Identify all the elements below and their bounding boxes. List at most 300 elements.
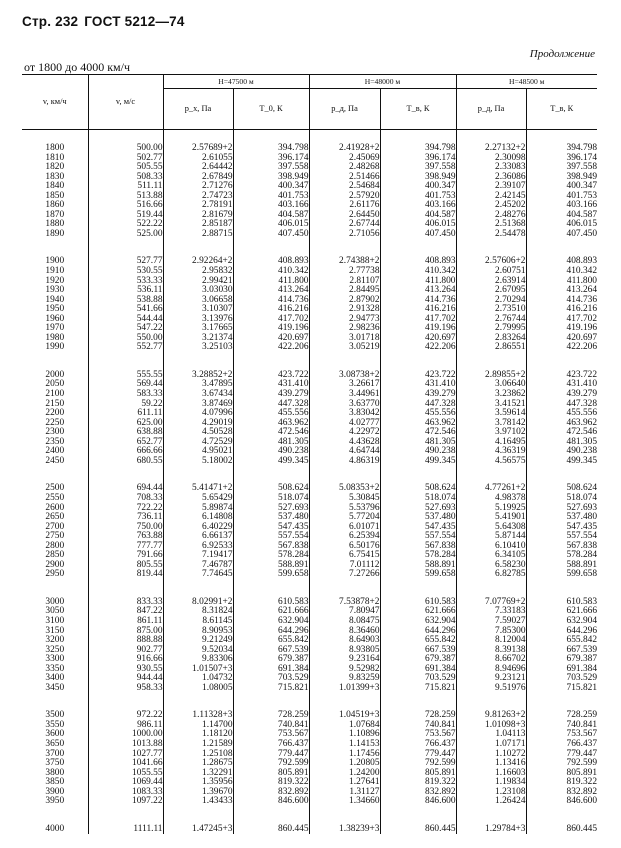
table-cell: 728.259 [380,711,456,721]
table-cell: 2.54684 [309,182,380,192]
table-cell: 632.904 [233,617,309,627]
table-cell: 3.05219 [309,343,380,353]
table-cell: 8.12004 [456,636,526,646]
table-cell: 1.04519+3 [309,711,380,721]
table-cell: 1097.22 [88,797,163,807]
table-cell: 59.22 [88,400,163,410]
table-cell: 2650 [45,512,65,523]
table-cell: 547.435 [526,523,597,533]
table-cell: 1.17456 [309,750,380,760]
table-cell: 2.71276 [163,182,233,192]
table-cell: 5.19925 [456,504,526,514]
table-cell: 847.22 [88,607,163,617]
table-cell: 792.599 [526,759,597,769]
table-cell: 6.01071 [309,523,380,533]
table-cell: 2.81107 [309,277,380,287]
continuation-label: Продолжение [529,48,595,60]
table-cell: 2.33083 [456,163,526,173]
table-cell: 538.88 [88,296,163,306]
table-cell: 753.567 [233,730,309,740]
table-cell: 2.67744 [309,220,380,230]
table-cell: 541.66 [88,305,163,315]
table-cell: 4000 [45,823,65,834]
table-cell: 2.86551 [456,343,526,353]
table-cell: 819.322 [233,778,309,788]
table-cell: 777.77 [88,542,163,552]
table-cell: 1890 [45,228,65,239]
table-cell: 3.01718 [309,334,380,344]
table-cell: 1910 [45,266,65,277]
col-header-p1: p_x, Па [163,89,233,130]
table-cell: 4.16495 [456,438,526,448]
table-cell: 4.98378 [456,494,526,504]
table-cell: 5.41471+2 [163,484,233,494]
table-cell: 902.77 [88,646,163,656]
table-cell: 9.52982 [309,665,380,675]
table-cell: 3250 [45,644,65,655]
table-cell: 728.259 [526,711,597,721]
table-cell: 406.015 [380,220,456,230]
table-cell: 490.238 [233,447,309,457]
table-cell: 407.450 [380,230,456,240]
col-header-h3: H=48500 м [456,75,597,89]
table-cell: 667.539 [380,646,456,656]
table-cell: 588.891 [526,561,597,571]
table-cell: 2.74388+2 [309,257,380,267]
table-cell: 750.00 [88,523,163,533]
table-cell: 2.89855+2 [456,371,526,381]
table-cell: 1.35956 [163,778,233,788]
table-cell: 679.387 [233,655,309,665]
table-cell: 2.88715 [163,230,233,240]
table-cell: 423.722 [526,371,597,381]
table-cell: 944.44 [88,674,163,684]
table-cell: 1.04113 [456,730,526,740]
table-cell: 518.074 [380,494,456,504]
table-cell: 3800 [45,767,65,778]
table-cell: 860.445 [233,825,309,835]
table-cell: 396.174 [526,154,597,164]
table-cell: 6.92533 [163,542,233,552]
table-cell: 2.85187 [163,220,233,230]
table-cell: 516.66 [88,201,163,211]
table-cell: 420.697 [380,334,456,344]
table-cell: 439.279 [233,390,309,400]
table-cell: 1.07171 [456,740,526,750]
col-header-p3: p_д, Па [456,89,526,130]
table-cell: 5.87144 [456,532,526,542]
table-cell: 2400 [45,446,65,457]
table-cell: 861.11 [88,617,163,627]
group-spacer [22,353,597,371]
table-cell: 691.384 [526,665,597,675]
table-cell: 2.48276 [456,211,526,221]
table-cell: 722.22 [88,504,163,514]
table-cell: 3.28852+2 [163,371,233,381]
table-cell: 544.44 [88,315,163,325]
col-header-h2: H=48000 м [309,75,456,89]
table-cell: 1.21589 [163,740,233,750]
table-cell: 447.328 [380,400,456,410]
table-cell: 1.14700 [163,721,233,731]
table-cell: 4.22972 [309,428,380,438]
table-cell: 447.328 [233,400,309,410]
table-cell: 753.567 [526,730,597,740]
table-cell: 404.587 [380,211,456,221]
table-cell: 406.015 [526,220,597,230]
table-cell: 1.19834 [456,778,526,788]
table-cell: 2800 [45,540,65,551]
table-cell: 4.77261+2 [456,484,526,494]
table-cell: 533.33 [88,277,163,287]
col-header-h1: H=47500 м [163,75,309,89]
table-cell: 2.36086 [456,173,526,183]
table-cell: 2.42145 [456,192,526,202]
table-cell: 537.480 [233,513,309,523]
table-cell: 6.14808 [163,513,233,523]
table-cell: 2.41928+2 [309,144,380,154]
table-cell: 1069.44 [88,778,163,788]
table-cell: 4.43628 [309,438,380,448]
table-cell: 779.447 [233,750,309,760]
table-cell: 8.93805 [309,646,380,656]
table-cell: 423.722 [233,371,309,381]
table-cell: 499.345 [526,457,597,467]
table-cell: 832.892 [526,788,597,798]
table-cell: 2.45202 [456,201,526,211]
table-cell: 578.284 [380,551,456,561]
table-cell: 3.63770 [309,400,380,410]
group-spacer [22,130,597,145]
table-cell: 1083.33 [88,788,163,798]
table-cell: 7.53878+2 [309,598,380,608]
table-cell: 527.77 [88,257,163,267]
table-cell: 7.07769+2 [456,598,526,608]
table-cell: 530.55 [88,267,163,277]
table-cell: 567.838 [233,542,309,552]
table-cell: 2.30098 [456,154,526,164]
table-cell: 397.558 [526,163,597,173]
table-cell: 766.437 [380,740,456,750]
table-cell: 8.90953 [163,627,233,637]
table-cell: 5.64308 [456,523,526,533]
table-cell: 7.19417 [163,551,233,561]
table-cell: 599.658 [233,570,309,580]
table-cell: 2000 [45,369,65,380]
table-cell: 8.66702 [456,655,526,665]
table-cell: 519.44 [88,211,163,221]
page-header [22,14,185,29]
table-cell: 599.658 [380,570,456,580]
table-cell: 400.347 [380,182,456,192]
table-cell: 7.33183 [456,607,526,617]
table-cell: 611.11 [88,409,163,419]
table-cell: 1970 [45,323,65,334]
table-cell: 518.074 [526,494,597,504]
table-cell: 679.387 [380,655,456,665]
table-cell: 7.46787 [163,561,233,571]
table-cell: 1850 [45,190,65,201]
table-cell: 3.44961 [309,390,380,400]
table-cell: 958.33 [88,684,163,694]
table-cell: 1880 [45,219,65,230]
table-cell: 2.71056 [309,230,380,240]
table-cell: 3.23862 [456,390,526,400]
table-cell: 3000 [45,596,65,607]
table-cell: 3.41521 [456,400,526,410]
table-cell: 3850 [45,777,65,788]
table-cell: 3500 [45,710,65,721]
table-cell: 1027.77 [88,750,163,760]
table-cell: 525.00 [88,230,163,240]
table-cell: 588.891 [233,561,309,571]
table-cell: 6.66137 [163,532,233,542]
table-cell: 792.599 [233,759,309,769]
table-cell: 567.838 [380,542,456,552]
table-cell: 632.904 [380,617,456,627]
table-cell: 1.26424 [456,797,526,807]
table-cell: 2.76744 [456,315,526,325]
range-label: от 1800 до 4000 км/ч [24,60,130,74]
table-cell: 423.722 [380,371,456,381]
table-cell: 536.11 [88,286,163,296]
table-cell: 419.196 [233,324,309,334]
table-cell: 400.347 [233,182,309,192]
table-cell: 8.08475 [309,617,380,627]
table-cell: 3150 [45,625,65,636]
table-cell: 406.015 [233,220,309,230]
table-cell: 413.264 [380,286,456,296]
table-cell: 860.445 [380,825,456,835]
table-cell: 1.32291 [163,769,233,779]
table-cell: 667.539 [526,646,597,656]
table-cell: 703.529 [233,674,309,684]
table-cell: 481.305 [526,438,597,448]
table-cell: 1.07684 [309,721,380,731]
table-cell: 557.554 [526,532,597,542]
table-cell: 3.97102 [456,428,526,438]
table-cell: 413.264 [233,286,309,296]
table-cell: 655.842 [380,636,456,646]
table-cell: 1.13416 [456,759,526,769]
table-cell: 3.67434 [163,390,233,400]
table-cell: 1990 [45,342,65,353]
table-cell: 508.624 [233,484,309,494]
table-cell: 694.44 [88,484,163,494]
table-cell: 431.410 [233,380,309,390]
table-cell: 2900 [45,559,65,570]
table-cell: 416.216 [233,305,309,315]
table-cell: 1.18120 [163,730,233,740]
table-cell: 4.02777 [309,419,380,429]
table-cell: 396.174 [233,154,309,164]
table-cell: 7.01112 [309,561,380,571]
col-header-p2: p_д, Па [309,89,380,130]
table-cell: 2.73510 [456,305,526,315]
table-cell: 5.41901 [456,513,526,523]
table-cell: 414.736 [233,296,309,306]
table-cell: 638.88 [88,428,163,438]
table-cell: 7.80947 [309,607,380,617]
table-cell: 3650 [45,738,65,749]
table-cell: 1.34660 [309,797,380,807]
table-cell: 7.27266 [309,570,380,580]
table-row [22,825,597,835]
table-cell: 2100 [45,389,65,400]
data-table [22,74,597,834]
table-cell: 2.83264 [456,334,526,344]
table-cell: 490.238 [380,447,456,457]
table-cell: 419.196 [526,324,597,334]
table-cell: 8.31824 [163,607,233,617]
table-cell: 2.99421 [163,277,233,287]
table-cell: 1.10896 [309,730,380,740]
table-cell: 2.98236 [309,324,380,334]
table-cell: 398.949 [380,173,456,183]
table-cell: 1960 [45,313,65,324]
table-cell: 2.67095 [456,286,526,296]
table-cell: 2050 [45,379,65,390]
table-cell: 1840 [45,181,65,192]
table-cell: 1041.66 [88,759,163,769]
table-cell: 3300 [45,654,65,665]
table-cell: 1.16603 [456,769,526,779]
table-cell: 1111.11 [88,825,163,835]
table-cell: 1.39670 [163,788,233,798]
table-cell: 463.962 [380,419,456,429]
table-cell: 7.74645 [163,570,233,580]
group-spacer [22,466,597,484]
table-cell: 2.91328 [309,305,380,315]
table-cell: 2700 [45,521,65,532]
table-cell: 691.384 [233,665,309,675]
table-cell: 9.81263+2 [456,711,526,721]
table-cell: 2.64450 [309,211,380,221]
table-cell: 1.20805 [309,759,380,769]
table-cell: 2.63914 [456,277,526,287]
table-cell: 610.583 [233,598,309,608]
table-cell: 766.437 [233,740,309,750]
table-cell: 7.59027 [456,617,526,627]
table-cell: 1.14153 [309,740,380,750]
table-cell: 833.33 [88,598,163,608]
table-cell: 416.216 [380,305,456,315]
table-cell: 3.83042 [309,409,380,419]
table-cell: 410.342 [233,267,309,277]
table-cell: 846.600 [233,797,309,807]
table-cell: 2.74723 [163,192,233,202]
table-cell: 703.529 [380,674,456,684]
table-cell: 2.67849 [163,173,233,183]
table-cell: 513.88 [88,192,163,202]
table-cell: 3050 [45,606,65,617]
col-header-t1: T_0, К [233,89,309,130]
table-cell: 417.702 [380,315,456,325]
table-cell: 1.47245+3 [163,825,233,835]
table-cell: 888.88 [88,636,163,646]
table-cell: 805.55 [88,561,163,571]
table-cell: 417.702 [233,315,309,325]
table-cell: 2.39107 [456,182,526,192]
table-cell: 3600 [45,729,65,740]
table-cell: 655.842 [233,636,309,646]
table-cell: 2.57689+2 [163,144,233,154]
table-cell: 805.891 [380,769,456,779]
table-cell: 1.38239+3 [309,825,380,835]
table-cell: 972.22 [88,711,163,721]
table-cell: 3550 [45,719,65,730]
table-cell: 3.06658 [163,296,233,306]
table-cell: 740.841 [380,721,456,731]
table-cell: 3450 [45,682,65,693]
table-cell: 1.10272 [456,750,526,760]
table-cell: 502.77 [88,154,163,164]
table-cell: 552.77 [88,343,163,353]
table-cell: 2.51368 [456,220,526,230]
table-cell: 1940 [45,294,65,305]
table-cell: 1810 [45,152,65,163]
table-cell: 411.800 [233,277,309,287]
group-spacer [22,693,597,711]
table-cell: 3950 [45,796,65,807]
table-cell: 394.798 [380,144,456,154]
table-cell: 1820 [45,162,65,173]
table-cell: 1.11328+3 [163,711,233,721]
table-cell: 2.60751 [456,267,526,277]
table-cell: 417.702 [526,315,597,325]
table-cell: 3.13976 [163,315,233,325]
table-cell: 2150 [45,398,65,409]
table-cell: 408.893 [233,257,309,267]
table-cell: 413.264 [526,286,597,296]
table-cell: 2550 [45,492,65,503]
table-cell: 2.84495 [309,286,380,296]
table-cell: 791.66 [88,551,163,561]
table-cell: 2950 [45,569,65,580]
table-cell: 9.23121 [456,674,526,684]
table-cell: 403.166 [526,201,597,211]
table-cell: 472.546 [233,428,309,438]
table-cell: 3200 [45,635,65,646]
table-cell: 2.92264+2 [163,257,233,267]
table-cell: 2.51466 [309,173,380,183]
table-cell: 9.51976 [456,684,526,694]
table-cell: 508.624 [526,484,597,494]
table-cell: 9.83259 [309,674,380,684]
table-cell: 805.891 [526,769,597,779]
table-cell: 447.328 [526,400,597,410]
table-cell: 3100 [45,615,65,626]
table-cell: 472.546 [526,428,597,438]
table-cell: 715.821 [526,684,597,694]
table-cell: 4.72529 [163,438,233,448]
table-cell: 1800 [45,143,65,153]
table-cell: 2.78191 [163,201,233,211]
table-cell: 1.01507+3 [163,665,233,675]
table-cell: 588.891 [380,561,456,571]
table-cell: 537.480 [380,513,456,523]
col-header-t3: T_в, К [526,89,597,130]
table-cell: 401.753 [380,192,456,202]
table-cell: 3.06640 [456,380,526,390]
table-cell: 2450 [45,455,65,466]
table-cell: 555.55 [88,371,163,381]
table-cell: 736.11 [88,513,163,523]
table-cell: 655.842 [526,636,597,646]
table-cell: 1013.88 [88,740,163,750]
table-cell: 583.33 [88,390,163,400]
table-cell: 846.600 [380,797,456,807]
